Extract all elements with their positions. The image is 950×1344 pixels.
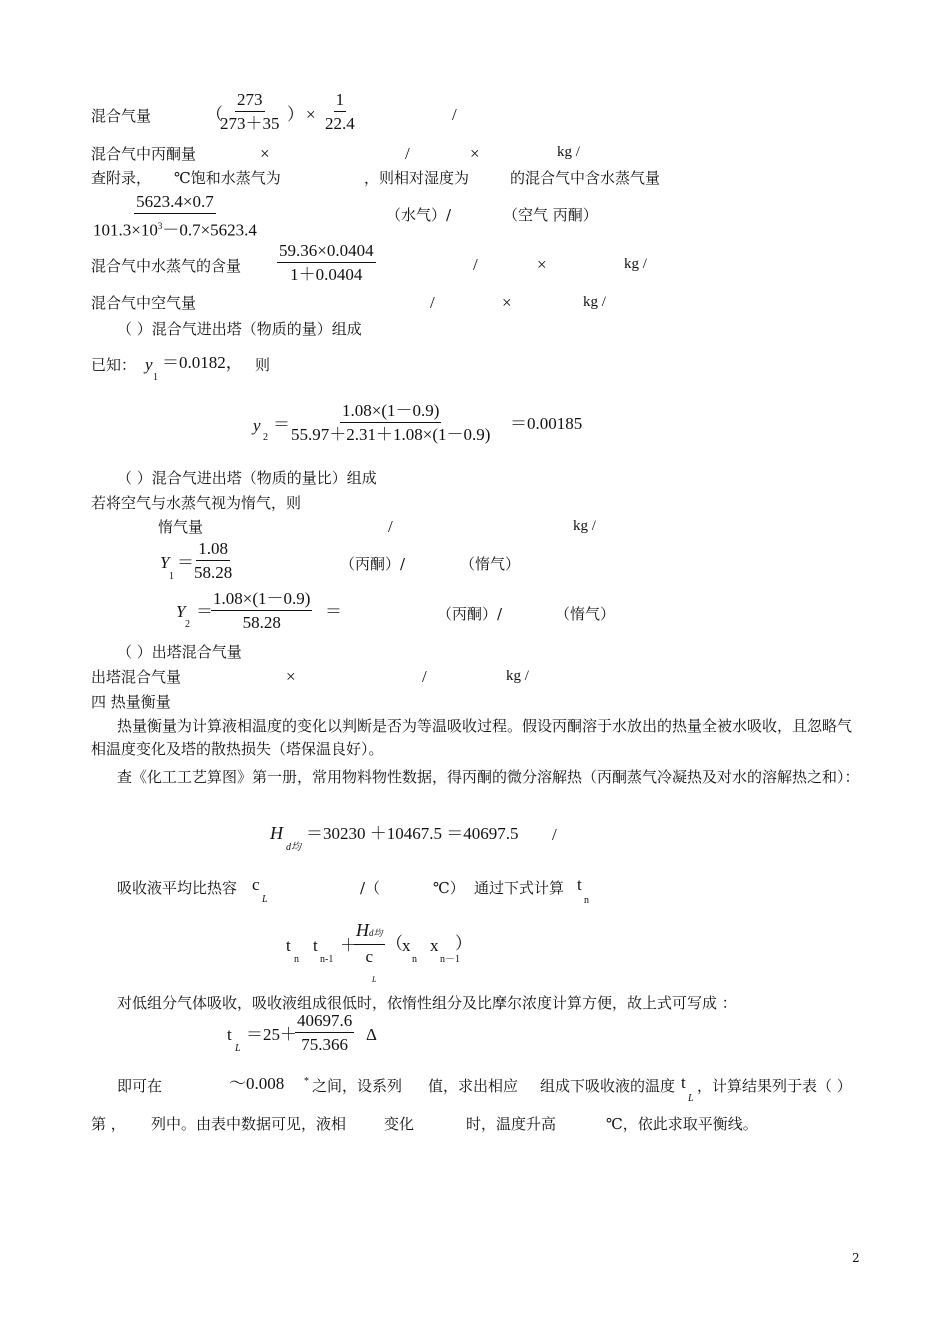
slash: / <box>552 825 557 844</box>
saturated-vapor-text: ℃饱和水蒸气为 <box>174 169 281 187</box>
var-c: c <box>252 875 260 894</box>
fraction-numerator <box>354 920 385 945</box>
outlet-gas-label: 出塔混合气量 <box>91 668 182 686</box>
heat-expression: ＝30230 ＋10467.5 ＝40697.5 <box>306 824 519 843</box>
fraction-denominator <box>363 945 375 967</box>
var-t: t <box>227 1025 232 1044</box>
slash: / <box>430 293 435 312</box>
var-t: t <box>313 936 318 955</box>
equilibrium-text: ℃，依此求取平衡线。 <box>606 1115 758 1133</box>
mix-gas-label: 混合气量 <box>91 107 152 125</box>
subscript: n <box>584 895 589 906</box>
plus-sign: ＋ <box>340 936 357 955</box>
var-H: H <box>270 823 283 843</box>
times-sign: × <box>470 144 480 163</box>
fraction-denominator: 55.97＋2.31＋1.08×(1－0.9) <box>291 425 491 444</box>
fraction-numerator: 1.08×(1－0.9) <box>340 401 441 423</box>
column-text: 第 ， <box>91 1115 126 1133</box>
slash: / <box>473 255 478 274</box>
subscript: d均 <box>369 928 383 938</box>
slash: / <box>422 667 427 686</box>
subscript: L <box>262 894 268 905</box>
air-acetone-unit: （空气 丙酮） <box>503 206 598 224</box>
var-y: y <box>253 416 261 435</box>
subscript: 2 <box>263 432 268 443</box>
var-x: x <box>430 936 439 955</box>
fraction-molar-volume <box>323 90 357 134</box>
given-value: ＝0.0182， <box>162 353 243 372</box>
subscript: d均 <box>286 842 301 853</box>
subscript: n <box>294 954 299 965</box>
paren-right: ） <box>287 105 304 124</box>
chapter-heading: 四 热量衡量 <box>91 693 171 711</box>
slash: / <box>452 105 457 124</box>
subscript: 1 <box>169 571 174 582</box>
calc-text: 通过下式计算 <box>474 879 565 897</box>
subscript: L <box>235 1043 241 1054</box>
var-t: t <box>681 1073 686 1092</box>
unit-kg: kg / <box>506 668 529 684</box>
var-t: t <box>286 936 291 955</box>
fraction-Y1 <box>192 539 234 583</box>
given-label: 已知： <box>91 356 137 374</box>
paren-right: ） <box>455 934 472 953</box>
unit-kg: kg / <box>624 256 647 272</box>
fraction-numerator: 40697.6 <box>295 1011 354 1033</box>
fraction-denominator: 273＋35 <box>220 114 280 133</box>
observation-text: 列中。由表中数据可见，液相 <box>151 1115 347 1133</box>
var-H: H <box>356 920 369 940</box>
times-sign: × <box>502 293 512 312</box>
slash: / <box>405 144 410 163</box>
fraction-Y2 <box>211 589 312 633</box>
fraction-numerator: 1.08×(1－0.9) <box>211 589 312 611</box>
var-Y: Y <box>160 553 170 572</box>
section-heading: （ ）混合气进出塔（物质的量）组成 <box>117 320 362 338</box>
page-number: 2 <box>852 1251 860 1265</box>
var-y: y <box>145 355 153 374</box>
paragraph-reference: 查《化工工艺算图》第一册，常用物料物性数据，得丙酮的微分溶解热（丙酮蒸气冷凝热及对水的溶解热之和）： <box>117 768 860 786</box>
slash: / <box>388 517 393 536</box>
acetone-unit: （丙酮）/ <box>437 605 503 623</box>
then-text: 则 <box>255 356 271 374</box>
paren-left: （ <box>206 105 223 124</box>
series-text: 之间，设系列 <box>312 1077 403 1095</box>
specific-heat-label: 吸收液平均比热容 <box>117 879 238 897</box>
paragraph-heat-balance: 热量衡量为计算液相温度的变化以判断是否为等温吸收过程。假设丙酮溶于水放出的热量全被水吸收，且忽略气相温度变化及塔的散热损失（塔保温良好）。 <box>91 717 853 758</box>
inert-unit: （惰气） <box>460 555 521 573</box>
range-value: ～0.008 <box>229 1074 285 1093</box>
fraction-denominator: 58.28 <box>242 613 281 632</box>
fraction-water-vapor <box>277 241 376 285</box>
den-part: －0.7×5623.4 <box>162 220 257 240</box>
var-c: c <box>365 947 374 966</box>
range-text: 即可在 <box>117 1077 163 1095</box>
water-vapor-content-text: 的混合气中含水蒸气量 <box>510 169 661 187</box>
fraction-heat-over-cp <box>354 920 385 967</box>
subscript: 1 <box>153 372 158 383</box>
unit-degree: ℃） <box>433 879 465 897</box>
section-heading: （ ）出塔混合气量 <box>117 643 242 661</box>
times-sign: × <box>286 667 296 686</box>
exponent: 3 <box>157 221 163 231</box>
paragraph-simplify: 对低组分气体吸收，吸收液组成很低时，依惰性组分及比摩尔浓度计算方便，故上式可写成 ： <box>117 994 737 1012</box>
inert-gas-label: 惰气量 <box>158 518 204 536</box>
inert-gas-text: 若将空气与水蒸气视为惰气，则 <box>91 494 302 512</box>
times-sign: × <box>260 144 270 163</box>
equals-sign: ＝ <box>325 602 342 621</box>
subscript: 2 <box>185 619 190 630</box>
var-x: x <box>402 936 411 955</box>
superscript: * <box>304 1076 309 1087</box>
fraction-numerator: 273 <box>235 90 265 112</box>
water-vapor-label: 混合气中水蒸气的含量 <box>91 257 242 275</box>
subscript: n－1 <box>440 954 460 965</box>
subscript: L <box>372 975 377 984</box>
acetone-in-mix-label: 混合气中丙酮量 <box>91 145 197 163</box>
relative-humidity-text: ，则相对湿度为 <box>364 169 470 187</box>
fraction-humidity <box>91 192 259 241</box>
equals-sign: ＝ <box>177 553 194 572</box>
times-sign: × <box>306 105 316 124</box>
fraction-denominator: 22.4 <box>325 114 355 133</box>
fraction-denominator: 58.28 <box>194 563 233 582</box>
change-text: 变化 <box>384 1115 415 1133</box>
temperature-expression: ＝25＋ <box>246 1025 297 1044</box>
acetone-unit: （丙酮）/ <box>340 555 406 573</box>
equals-sign: ＝ <box>196 602 213 621</box>
den-part: 101.3×10 <box>93 220 158 240</box>
times-sign: × <box>537 255 547 274</box>
subscript: L <box>688 1093 694 1104</box>
fraction-denominator: 1＋0.0404 <box>290 265 363 284</box>
fraction-numerator: 5623.4×0.7 <box>134 192 216 214</box>
fraction-denominator <box>91 214 259 241</box>
unit-kg: kg / <box>557 144 580 160</box>
fraction-numerator: 1 <box>334 90 347 112</box>
delta-symbol: Δ <box>366 1025 377 1044</box>
unit-part: /（ <box>360 879 381 897</box>
section-heading: （ ）混合气进出塔（物质的量比）组成 <box>117 469 377 487</box>
fraction-y2 <box>289 401 492 445</box>
fraction-273 <box>218 90 282 134</box>
subscript: n-1 <box>320 954 334 965</box>
inert-unit: （惰气） <box>555 605 616 623</box>
unit-kg: kg / <box>583 294 606 310</box>
water-unit: （水气）/ <box>386 206 452 224</box>
unit-kg: kg / <box>573 518 596 534</box>
table-ref-text: ，计算结果列于表（ ） <box>697 1077 852 1095</box>
paren-left: （ <box>386 934 403 953</box>
var-Y: Y <box>176 602 186 621</box>
value-text: 值，求出相应 <box>428 1077 519 1095</box>
air-amount-label: 混合气中空气量 <box>91 294 197 312</box>
fraction-denominator: 75.366 <box>301 1035 348 1054</box>
fraction-temperature <box>295 1011 354 1055</box>
var-t: t <box>577 875 582 894</box>
subscript: n <box>412 954 417 965</box>
result-value: ＝0.00185 <box>510 414 583 433</box>
fraction-numerator: 59.36×0.0404 <box>277 241 376 263</box>
temp-rise-text: 时，温度升高 <box>466 1115 557 1133</box>
fraction-numerator: 1.08 <box>196 539 230 561</box>
equals-sign: ＝ <box>273 415 290 434</box>
composition-text: 组成下吸收液的温度 <box>540 1077 676 1095</box>
appendix-text: 查附录， <box>91 169 152 187</box>
